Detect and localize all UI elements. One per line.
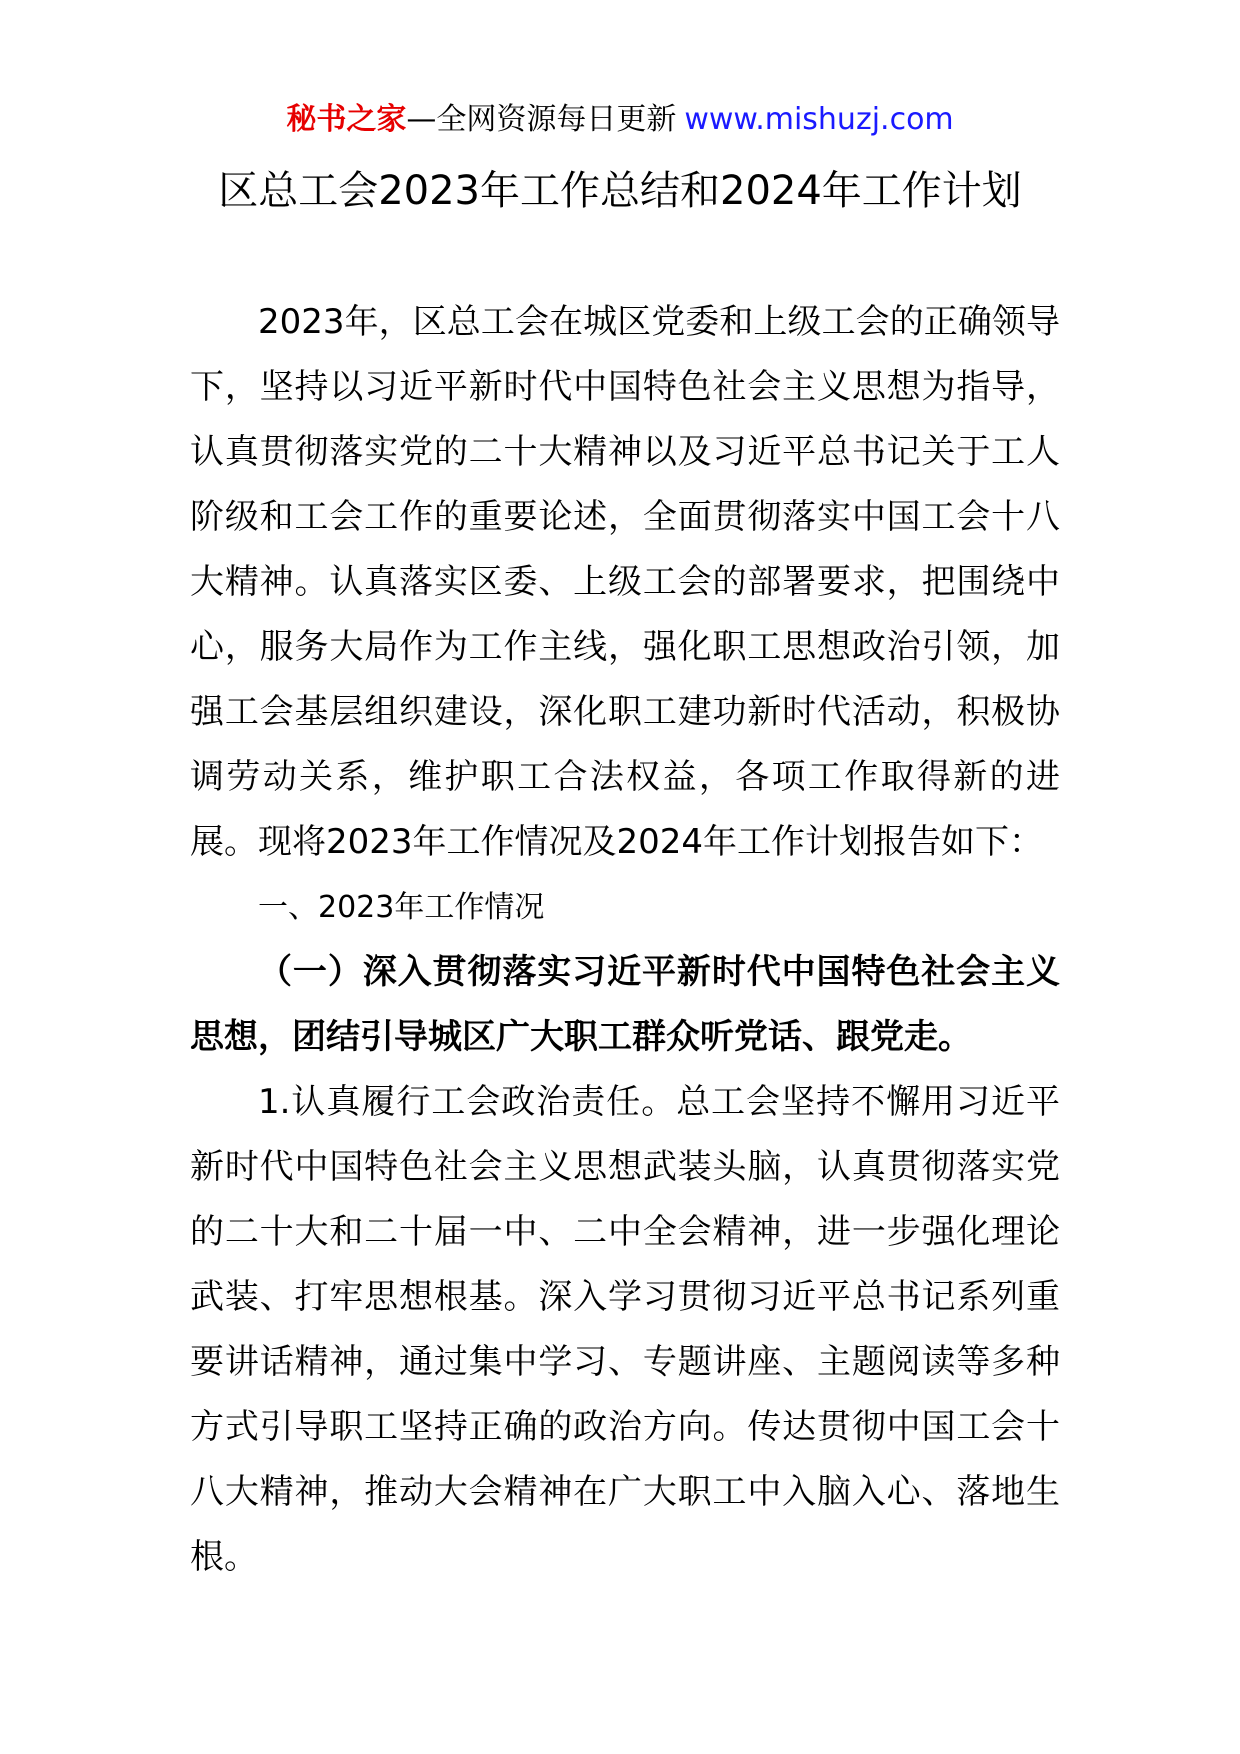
body-paragraph: 1.认真履行工会政治责任。总工会坚持不懈用习近平新时代中国特色社会主义思想武装头脑，认真贯彻落实党的二十大和二十届一中、二中全会精神，进一步强化理论武装、打牢思想根基。深入学习贯彻习近平总书记系列重要讲话精神，通过集中学习、专题讲座、主题阅读等多种方式引导职工坚持正确的政治方向。传达贯彻中国工会十八大精神，推动大会精神在广大职工中入脑入心、落地生根。 xyxy=(190,1082,1060,1577)
document-body xyxy=(190,290,1060,1590)
brand-name: 秘书之家 xyxy=(286,102,407,137)
subsection-heading: （一）深入贯彻落实习近平新时代中国特色社会主义思想，团结引导城区广大职工群众听党话、跟党走。 xyxy=(190,952,1060,1057)
intro-paragraph: 2023年，区总工会在城区党委和上级工会的正确领导下，坚持以习近平新时代中国特色社会主义思想为指导，认真贯彻落实党的二十大精神以及习近平总书记关于工人阶级和工会工作的重要论述，全面贯彻落实中国工会十八大精神。认真落实区委、上级工会的部署要求，把围绕中心，服务大局作为工作主线，强化职工思想政治引领，加强工会基层组织建设，深化职工建功新时代活动，积极协调劳动关系，维护职工合法权益，各项工作取得新的进展。现将2023年工作情况及2024年工作计划报告如下： xyxy=(190,302,1060,862)
section-heading: 一、2023年工作情况 xyxy=(258,890,545,925)
site-header-banner xyxy=(0,100,1240,140)
header-slogan: —全网资源每日更新 xyxy=(406,102,677,137)
document-title: 区总工会2023年工作总结和2024年工作计划 xyxy=(218,168,1022,214)
site-url-link[interactable]: www.mishuzj.com xyxy=(684,102,954,137)
